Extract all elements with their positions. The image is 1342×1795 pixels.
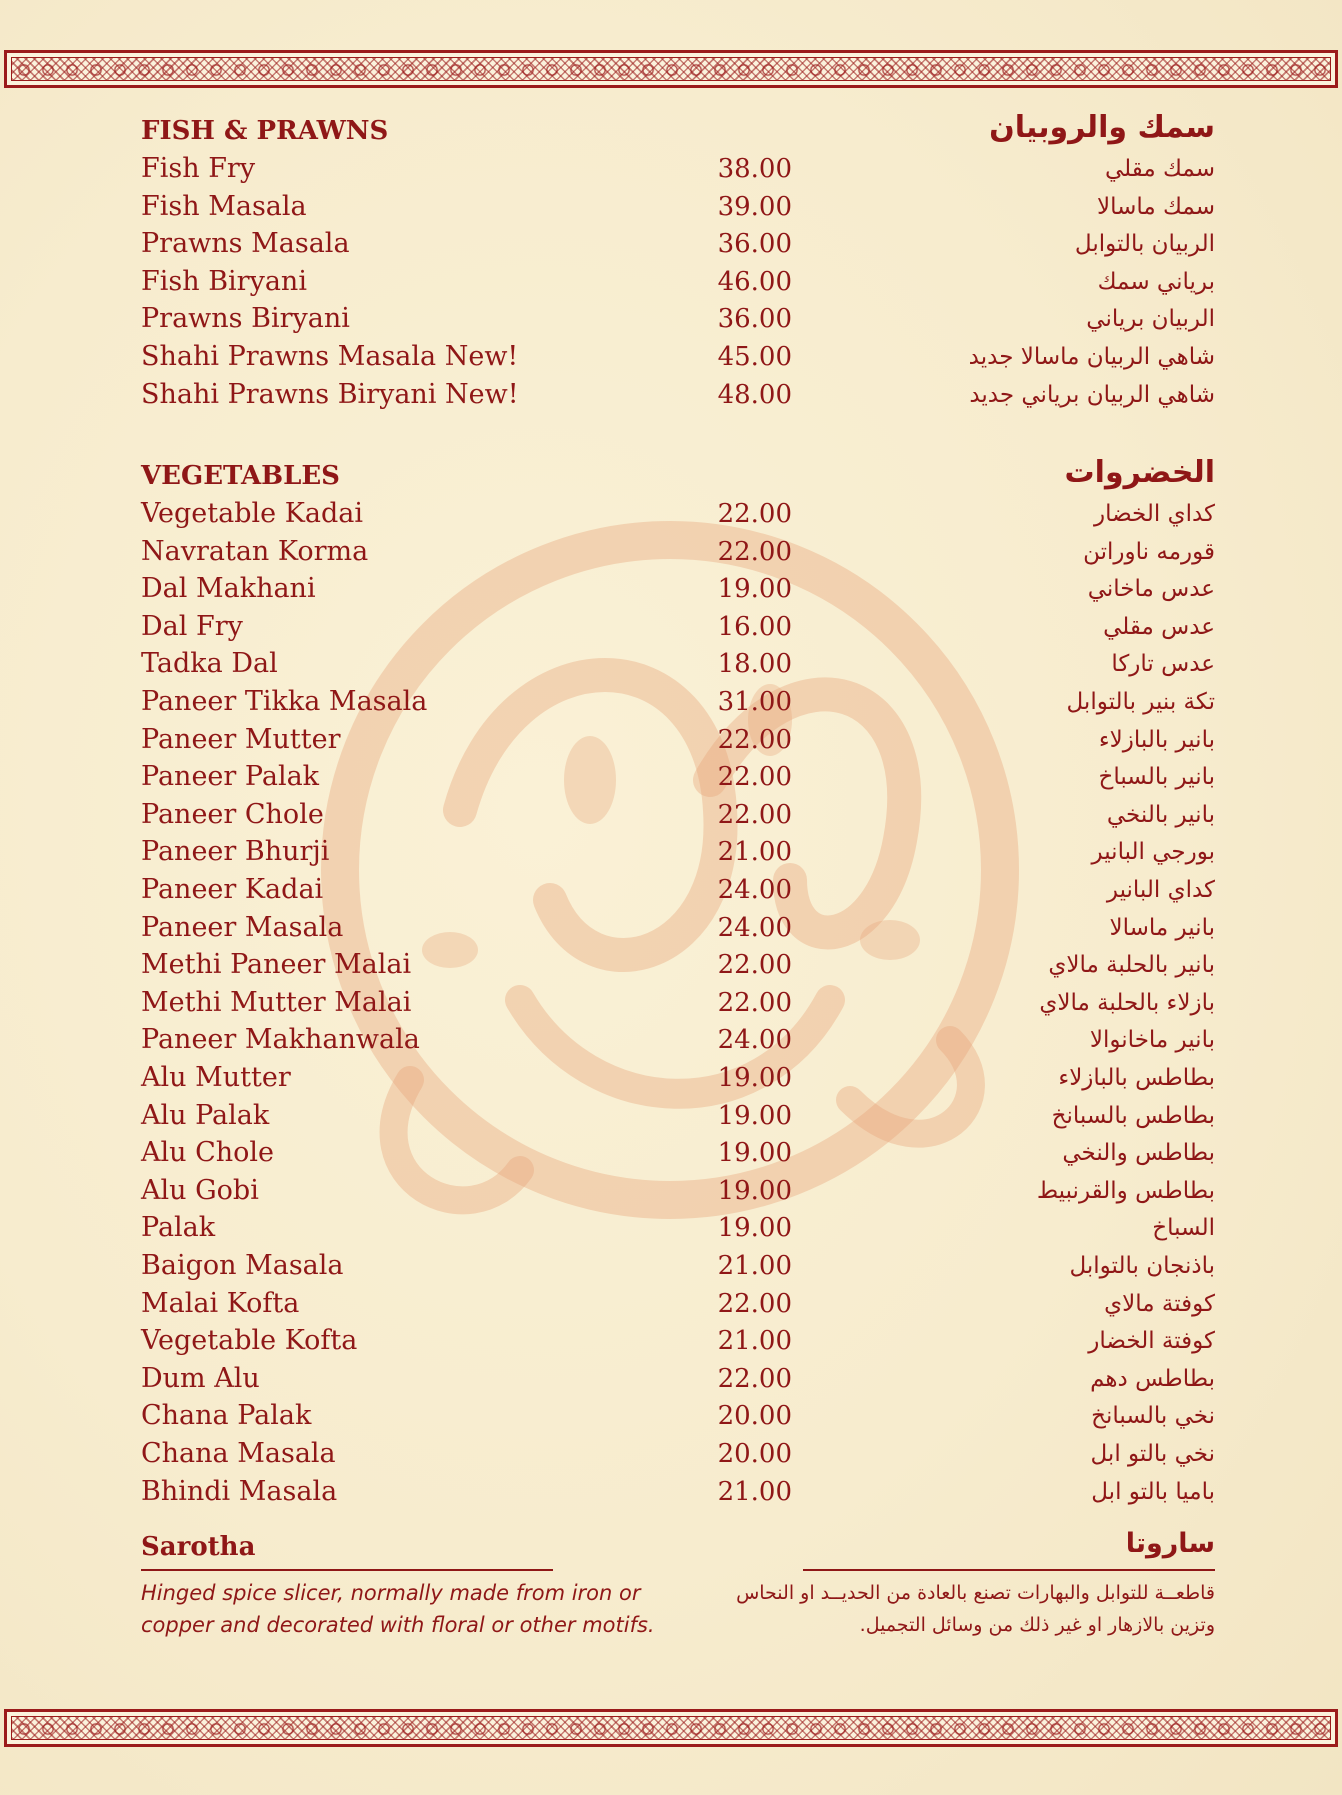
dish-price: 19.00 bbox=[717, 1138, 792, 1169]
dish-price: 31.00 bbox=[717, 687, 792, 717]
dish-name-en: Paneer Palak bbox=[141, 761, 320, 793]
dish-name-ar: سمك ماسالا bbox=[1097, 193, 1215, 220]
dish-name-en: Palak bbox=[141, 1212, 216, 1244]
dish-price: 19.00 bbox=[717, 1175, 792, 1206]
dish-name-en: Methi Paneer Malai bbox=[141, 949, 412, 981]
menu-item-row bbox=[0, 1248, 1342, 1284]
dish-price: 36.00 bbox=[717, 304, 792, 335]
menu-item-row bbox=[0, 1173, 1342, 1209]
dish-name-ar: بطاطس والقرنبيط bbox=[1036, 1177, 1215, 1204]
dish-name-ar: كوفتة مالاي bbox=[1104, 1290, 1215, 1317]
dish-price: 46.00 bbox=[717, 266, 792, 297]
menu-item-row bbox=[0, 722, 1342, 758]
menu-item-row bbox=[0, 264, 1342, 300]
menu-item-row bbox=[0, 872, 1342, 908]
dish-name-en: Prawns Masala bbox=[141, 228, 350, 260]
dish-name-en: Fish Fry bbox=[141, 153, 256, 184]
note-divider-ar bbox=[803, 1569, 1215, 1571]
dish-name-en: Alu Gobi bbox=[141, 1174, 259, 1206]
dish-name-ar: شاهي الربيان برياني جديد bbox=[969, 381, 1215, 408]
menu-item-row bbox=[0, 1060, 1342, 1096]
dish-price: 20.00 bbox=[717, 1401, 792, 1432]
menu-item-row bbox=[0, 797, 1342, 833]
menu-item-row bbox=[0, 301, 1342, 337]
dish-name-ar: كداي البانير bbox=[1106, 877, 1215, 903]
menu-item-row bbox=[0, 834, 1342, 870]
menu-item-row bbox=[0, 571, 1342, 607]
border-pattern bbox=[11, 57, 1331, 81]
dish-price: 20.00 bbox=[717, 1439, 792, 1469]
dish-name-en: Chana Palak bbox=[141, 1400, 312, 1432]
dish-name-ar: بانير ماخانوالا bbox=[1089, 1027, 1215, 1054]
dish-name-en: Paneer Masala bbox=[141, 911, 344, 943]
dish-price: 18.00 bbox=[717, 649, 792, 680]
dish-price: 24.00 bbox=[717, 912, 792, 943]
dish-name-en: Paneer Bhurji bbox=[141, 836, 330, 868]
dish-name-ar: الربيان برياني bbox=[1086, 306, 1215, 333]
dish-name-en: Dal Fry bbox=[141, 610, 243, 642]
dish-name-ar: نخي بالسبانخ bbox=[1091, 1403, 1215, 1430]
dish-name-en: Vegetable Kadai bbox=[141, 498, 363, 529]
dish-price: 21.00 bbox=[717, 1251, 792, 1281]
dish-name-en: Paneer Makhanwala bbox=[141, 1024, 420, 1056]
menu-item-row bbox=[0, 1135, 1342, 1171]
dish-name-ar: الربيان بالتوابل bbox=[1074, 231, 1215, 258]
dish-price: 22.00 bbox=[717, 1288, 792, 1319]
dish-name-en: Tadka Dal bbox=[141, 648, 278, 680]
dish-name-en: Fish Biryani bbox=[141, 265, 307, 297]
dish-name-ar: بانير بالسباخ bbox=[1098, 764, 1215, 791]
dish-price: 45.00 bbox=[717, 342, 792, 372]
dish-name-en: Alu Chole bbox=[141, 1137, 275, 1169]
menu-item-row bbox=[0, 151, 1342, 187]
dish-name-ar: نخي بالتو ابل bbox=[1090, 1441, 1215, 1467]
note-title-en: Sarotha bbox=[141, 1532, 256, 1562]
menu-item-row bbox=[0, 1436, 1342, 1472]
menu-item-row bbox=[0, 1398, 1342, 1434]
dish-name-ar: سمك مقلي bbox=[1104, 156, 1215, 182]
dish-name-en: Paneer Mutter bbox=[141, 723, 341, 755]
dish-price: 21.00 bbox=[717, 1476, 792, 1507]
menu-item-row bbox=[0, 985, 1342, 1021]
menu-item-row bbox=[0, 910, 1342, 946]
dish-name-en: Alu Mutter bbox=[141, 1062, 291, 1093]
dish-name-ar: بطاطس بالسبانخ bbox=[1051, 1102, 1215, 1129]
bottom-ornamental-border bbox=[4, 1709, 1338, 1747]
dish-name-ar: بطاطس دهم bbox=[1090, 1365, 1215, 1392]
dish-name-ar: بازلاء بالحلبة مالاي bbox=[1039, 989, 1215, 1016]
dish-price: 38.00 bbox=[717, 154, 792, 184]
dish-name-en: Chana Masala bbox=[141, 1438, 336, 1469]
dish-name-en: Shahi Prawns Biryani New! bbox=[141, 378, 519, 410]
menu-item-row bbox=[0, 684, 1342, 720]
dish-name-en: Malai Kofta bbox=[141, 1287, 300, 1319]
border-pattern bbox=[11, 1716, 1331, 1740]
menu-item-row bbox=[0, 759, 1342, 795]
dish-price: 22.00 bbox=[717, 950, 792, 981]
dish-name-ar: بانير بالحلبة مالاي bbox=[1048, 952, 1215, 979]
dish-price: 22.00 bbox=[717, 987, 792, 1018]
dish-name-en: Fish Masala bbox=[141, 190, 307, 222]
dish-price: 22.00 bbox=[717, 724, 792, 755]
dish-price: 21.00 bbox=[717, 837, 792, 868]
dish-price: 16.00 bbox=[717, 611, 792, 642]
dish-name-ar: بورجي البانير bbox=[1091, 839, 1215, 866]
dish-name-ar: باذنجان بالتوابل bbox=[1069, 1253, 1215, 1279]
dish-name-en: Navratan Korma bbox=[141, 535, 369, 567]
dish-name-ar: تكة بنير بالتوابل bbox=[1066, 689, 1215, 715]
menu-item-row bbox=[0, 496, 1342, 532]
menu-item-row bbox=[0, 646, 1342, 682]
menu-item-row bbox=[0, 1323, 1342, 1359]
section-title-en: VEGETABLES bbox=[141, 461, 340, 491]
dish-name-en: Methi Mutter Malai bbox=[141, 986, 412, 1018]
dish-name-ar: بانير بالنخي bbox=[1106, 801, 1215, 828]
dish-name-ar: باميا بالتو ابل bbox=[1091, 1478, 1215, 1505]
menu-item-row bbox=[0, 1022, 1342, 1058]
dish-name-ar: عدس مقلي bbox=[1103, 613, 1215, 640]
dish-name-ar: قورمه ناوراتن bbox=[1083, 538, 1215, 565]
dish-name-en: Prawns Biryani bbox=[141, 303, 350, 335]
menu-item-row bbox=[0, 1286, 1342, 1322]
dish-name-ar: عدس تاركا bbox=[1111, 651, 1215, 678]
dish-price: 48.00 bbox=[717, 379, 792, 410]
note-title-ar: ساروتا bbox=[1125, 1528, 1215, 1559]
dish-name-ar: برياني سمك bbox=[1097, 268, 1215, 295]
menu-item-row bbox=[0, 189, 1342, 225]
dish-name-en: Shahi Prawns Masala New! bbox=[141, 341, 519, 372]
dish-price: 24.00 bbox=[717, 875, 792, 905]
dish-name-ar: السباخ bbox=[1152, 1215, 1215, 1242]
dish-price: 19.00 bbox=[717, 574, 792, 605]
dish-name-ar: بانير ماسالا bbox=[1109, 914, 1215, 941]
dish-name-en: Bhindi Masala bbox=[141, 1475, 338, 1507]
dish-price: 22.00 bbox=[717, 799, 792, 830]
menu-item-row bbox=[0, 1361, 1342, 1397]
dish-price: 19.00 bbox=[717, 1063, 792, 1093]
menu-item-row bbox=[0, 609, 1342, 645]
menu-item-row bbox=[0, 339, 1342, 375]
dish-name-en: Alu Palak bbox=[141, 1099, 270, 1131]
note-text-en: Hinged spice slicer, normally made from iron or copper and decorated with floral or other motifs. bbox=[141, 1581, 655, 1637]
note-divider-en bbox=[141, 1569, 553, 1571]
dish-price: 19.00 bbox=[717, 1213, 792, 1244]
dish-name-en: Paneer Kadai bbox=[141, 874, 324, 905]
dish-price: 24.00 bbox=[717, 1025, 792, 1056]
dish-name-en: Paneer Tikka Masala bbox=[141, 686, 428, 717]
dish-name-ar: شاهي الربيان ماسالا جديد bbox=[968, 344, 1215, 370]
menu-item-row bbox=[0, 377, 1342, 413]
dish-name-en: Baigon Masala bbox=[141, 1250, 344, 1281]
dish-name-ar: بطاطس بالبازلاء bbox=[1058, 1065, 1215, 1091]
dish-name-ar: كوفتة الخضار bbox=[1088, 1328, 1215, 1355]
section-title-ar: سمك والروبيان bbox=[989, 110, 1215, 145]
menu-item-row bbox=[0, 947, 1342, 983]
menu-item-row bbox=[0, 226, 1342, 262]
dish-price: 22.00 bbox=[717, 499, 792, 529]
section-title-ar: الخضروات bbox=[1064, 455, 1215, 490]
dish-price: 36.00 bbox=[717, 229, 792, 260]
dish-price: 22.00 bbox=[717, 1363, 792, 1394]
note-text-ar: قاطعــة للتوابل والبهارات تصنع بالعادة من الحديــد او النحاس وتزين بالازهار او غير ذلك من وسائل التجميل. bbox=[736, 1582, 1215, 1636]
top-ornamental-border bbox=[4, 50, 1338, 88]
dish-name-en: Dal Makhani bbox=[141, 573, 316, 605]
dish-price: 21.00 bbox=[717, 1326, 792, 1357]
menu-item-row bbox=[0, 1098, 1342, 1134]
dish-price: 19.00 bbox=[717, 1100, 792, 1131]
dish-name-ar: عدس ماخاني bbox=[1087, 576, 1215, 603]
menu-item-row bbox=[0, 1210, 1342, 1246]
dish-name-en: Dum Alu bbox=[141, 1362, 260, 1394]
dish-name-en: Paneer Chole bbox=[141, 798, 324, 830]
dish-name-en: Vegetable Kofta bbox=[141, 1325, 358, 1357]
dish-price: 39.00 bbox=[717, 191, 792, 222]
dish-name-ar: بانير بالبازلاء bbox=[1098, 726, 1215, 753]
dish-name-ar: كداي الخضار bbox=[1093, 501, 1215, 527]
menu-item-row bbox=[0, 1474, 1342, 1510]
dish-name-ar: بطاطس والنخي bbox=[1062, 1140, 1215, 1167]
dish-price: 22.00 bbox=[717, 762, 792, 793]
section-title-en: FISH & PRAWNS bbox=[141, 116, 389, 146]
menu-item-row bbox=[0, 534, 1342, 570]
dish-price: 22.00 bbox=[717, 536, 792, 567]
